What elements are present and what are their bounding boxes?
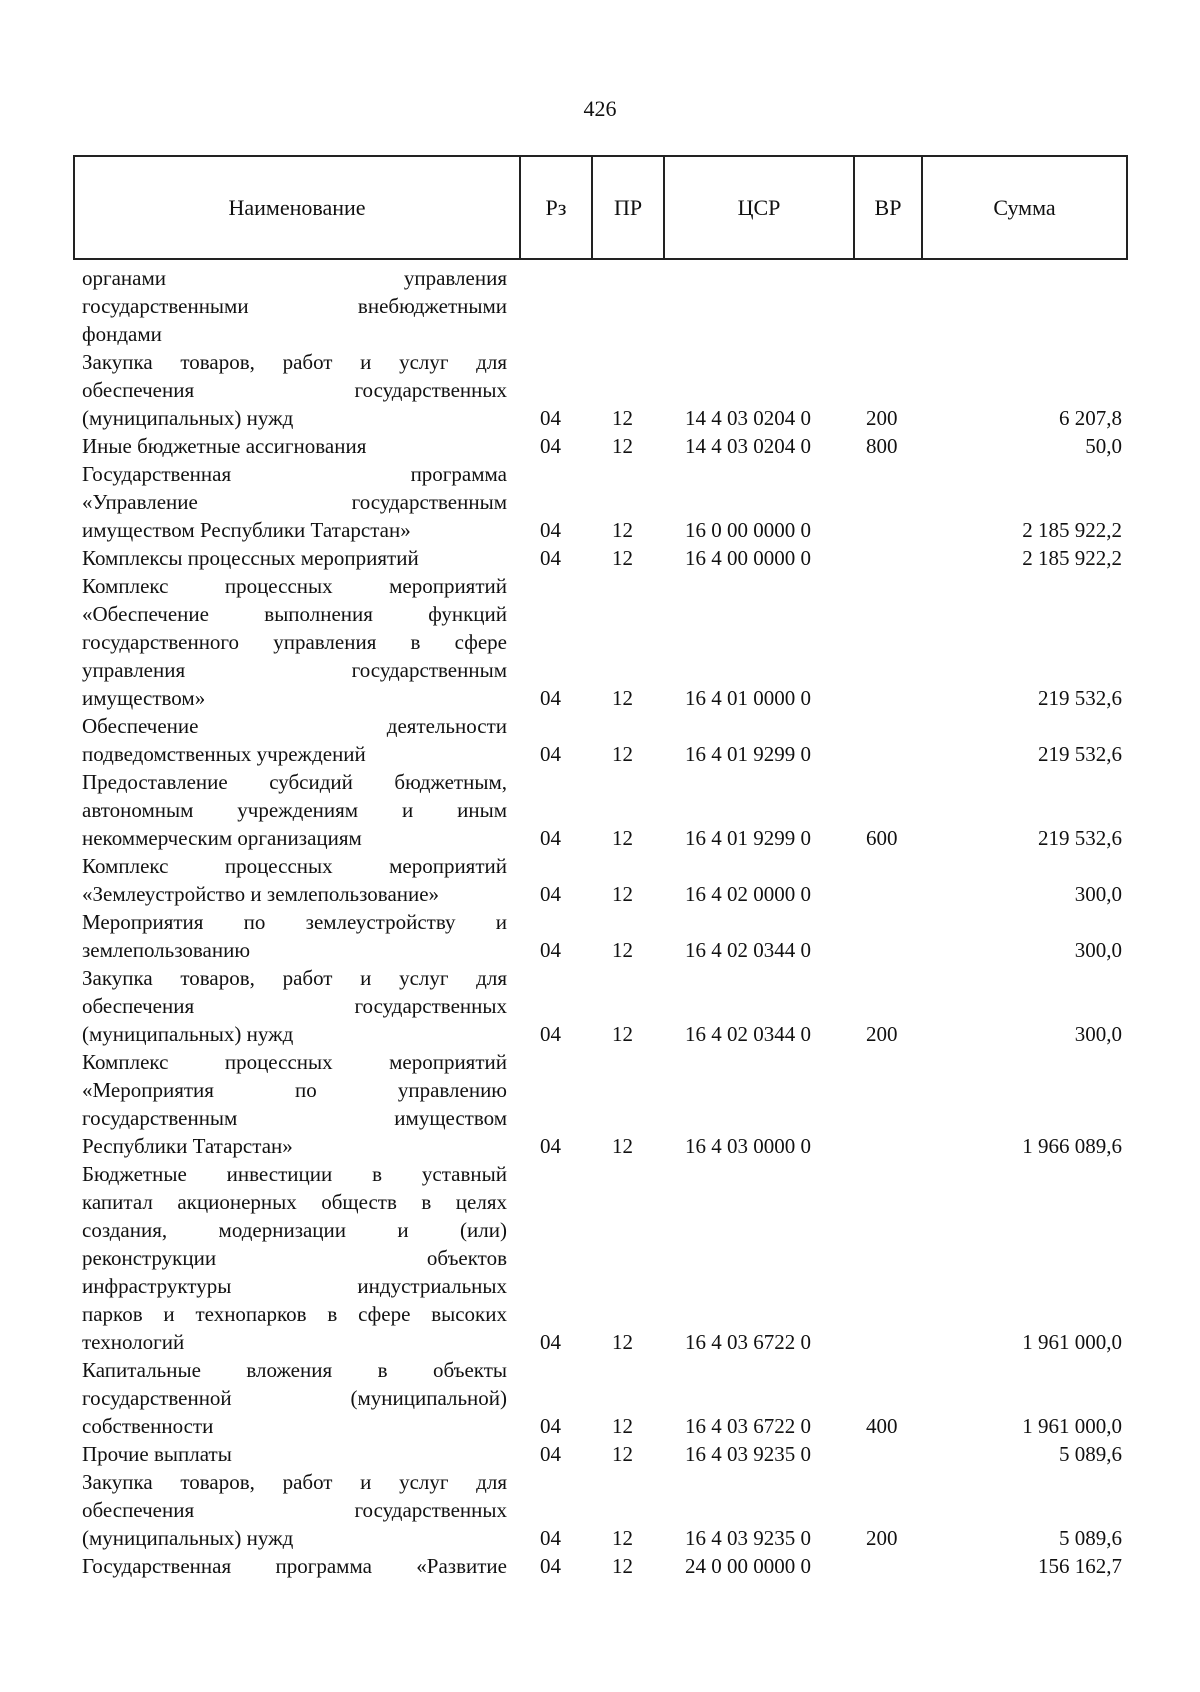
row-csr: 16 4 01 0000 0 bbox=[685, 686, 811, 710]
row-sum: 300,0 bbox=[1074, 1022, 1122, 1046]
row-csr: 16 4 01 9299 0 bbox=[685, 826, 811, 850]
row-name-line: технологий bbox=[82, 1330, 185, 1354]
row-name-line: (муниципальных) нужд bbox=[82, 1022, 294, 1046]
row-name bbox=[82, 1356, 507, 1440]
row-name-line: имуществом Республики Татарстан» bbox=[82, 518, 411, 542]
row-sum: 1 961 000,0 bbox=[1022, 1414, 1122, 1438]
row-name bbox=[82, 712, 507, 768]
row-name-line: государственного управления в сфере bbox=[82, 630, 507, 654]
row-sum: 300,0 bbox=[1074, 938, 1122, 962]
row-csr: 16 0 00 0000 0 bbox=[685, 518, 811, 542]
row-name bbox=[82, 264, 507, 348]
row-pr: 12 bbox=[612, 1526, 633, 1550]
row-sum: 2 185 922,2 bbox=[1022, 546, 1122, 570]
row-name-line: обеспечения государственных bbox=[82, 378, 507, 402]
table-header bbox=[73, 155, 1128, 260]
row-name-line: Капитальные вложения в объекты bbox=[82, 1358, 507, 1382]
row-name-line: имуществом» bbox=[82, 686, 206, 710]
header-sum: Сумма bbox=[993, 194, 1056, 220]
row-name-line: государственной (муниципальной) bbox=[82, 1386, 507, 1410]
row-csr: 16 4 02 0344 0 bbox=[685, 938, 811, 962]
row-name-line: государственными внебюджетными bbox=[82, 294, 507, 318]
row-name-line: Комплекс процессных мероприятий bbox=[82, 1050, 507, 1074]
row-pr: 12 bbox=[612, 1022, 633, 1046]
table-row bbox=[0, 908, 1200, 964]
row-name-line: Государственная программа «Развитие bbox=[82, 1554, 507, 1578]
row-name bbox=[82, 572, 507, 712]
row-name bbox=[82, 544, 507, 572]
row-vr: 600 bbox=[866, 826, 898, 850]
row-sum: 1 966 089,6 bbox=[1022, 1134, 1122, 1158]
header-rz: Рз bbox=[521, 157, 593, 258]
table-row bbox=[0, 264, 1200, 348]
row-sum: 219 532,6 bbox=[1038, 826, 1122, 850]
row-name-line: капитал акционерных обществ в целях bbox=[82, 1190, 507, 1214]
row-sum: 5 089,6 bbox=[1059, 1442, 1122, 1466]
row-rz: 04 bbox=[540, 686, 561, 710]
row-pr: 12 bbox=[612, 686, 633, 710]
row-sum: 2 185 922,2 bbox=[1022, 518, 1122, 542]
row-rz: 04 bbox=[540, 1442, 561, 1466]
row-sum: 219 532,6 bbox=[1038, 742, 1122, 766]
row-pr: 12 bbox=[612, 518, 633, 542]
row-name-line: парков и технопарков в сфере высоких bbox=[82, 1302, 507, 1326]
table-body bbox=[0, 264, 1200, 1580]
row-pr: 12 bbox=[612, 938, 633, 962]
row-vr: 200 bbox=[866, 1526, 898, 1550]
table-row bbox=[0, 544, 1200, 572]
row-sum: 6 207,8 bbox=[1059, 406, 1122, 430]
header-name: Наименование bbox=[75, 157, 521, 258]
row-name-line: «Обеспечение выполнения функций bbox=[82, 602, 507, 626]
table-row bbox=[0, 1048, 1200, 1160]
row-rz: 04 bbox=[540, 546, 561, 570]
row-csr: 14 4 03 0204 0 bbox=[685, 434, 811, 458]
row-name-line: подведомственных учреждений bbox=[82, 742, 366, 766]
row-name-line: Иные бюджетные ассигнования bbox=[82, 434, 367, 458]
row-csr: 16 4 00 0000 0 bbox=[685, 546, 811, 570]
row-sum: 5 089,6 bbox=[1059, 1526, 1122, 1550]
row-pr: 12 bbox=[612, 546, 633, 570]
row-name-line: обеспечения государственных bbox=[82, 994, 507, 1018]
row-rz: 04 bbox=[540, 1526, 561, 1550]
row-name bbox=[82, 1440, 507, 1468]
row-name bbox=[82, 348, 507, 432]
row-name-line: Государственная программа bbox=[82, 462, 507, 486]
row-name-line: Прочие выплаты bbox=[82, 1442, 232, 1466]
row-name-line: Закупка товаров, работ и услуг для bbox=[82, 350, 507, 374]
row-name-line: Комплексы процессных мероприятий bbox=[82, 546, 419, 570]
row-name bbox=[82, 964, 507, 1048]
row-rz: 04 bbox=[540, 1134, 561, 1158]
row-name-line: Закупка товаров, работ и услуг для bbox=[82, 966, 507, 990]
row-name-line: обеспечения государственных bbox=[82, 1498, 507, 1522]
row-vr: 200 bbox=[866, 406, 898, 430]
row-name-line: Обеспечение деятельности bbox=[82, 714, 507, 738]
row-name-line: реконструкции объектов bbox=[82, 1246, 507, 1270]
row-pr: 12 bbox=[612, 742, 633, 766]
row-name-line: некоммерческим организациям bbox=[82, 826, 362, 850]
table-row bbox=[0, 1468, 1200, 1552]
table-row bbox=[0, 348, 1200, 432]
row-pr: 12 bbox=[612, 434, 633, 458]
row-rz: 04 bbox=[540, 1414, 561, 1438]
row-sum: 50,0 bbox=[1085, 434, 1122, 458]
row-csr: 16 4 03 0000 0 bbox=[685, 1134, 811, 1158]
header-pr: ПР bbox=[593, 157, 665, 258]
row-rz: 04 bbox=[540, 742, 561, 766]
row-pr: 12 bbox=[612, 1414, 633, 1438]
row-name-line: фондами bbox=[82, 322, 162, 346]
row-sum: 156 162,7 bbox=[1038, 1554, 1122, 1578]
row-name-line: «Управление государственным bbox=[82, 490, 507, 514]
row-pr: 12 bbox=[612, 1330, 633, 1354]
row-vr: 800 bbox=[866, 434, 898, 458]
row-name bbox=[82, 432, 507, 460]
table-row bbox=[0, 768, 1200, 852]
row-pr: 12 bbox=[612, 1442, 633, 1466]
row-rz: 04 bbox=[540, 826, 561, 850]
row-name-line: автономным учреждениям и иным bbox=[82, 798, 507, 822]
header-csr: ЦСР bbox=[665, 157, 855, 258]
table-row bbox=[0, 432, 1200, 460]
row-pr: 12 bbox=[612, 1134, 633, 1158]
row-rz: 04 bbox=[540, 938, 561, 962]
row-name-line: «Землеустройство и землепользование» bbox=[82, 882, 440, 906]
row-vr: 400 bbox=[866, 1414, 898, 1438]
row-name-line: Закупка товаров, работ и услуг для bbox=[82, 1470, 507, 1494]
row-sum: 300,0 bbox=[1074, 882, 1122, 906]
row-name-line: Мероприятия по землеустройству и bbox=[82, 910, 507, 934]
row-csr: 16 4 03 9235 0 bbox=[685, 1442, 811, 1466]
row-name-line: создания, модернизации и (или) bbox=[82, 1218, 507, 1242]
row-name-line: инфраструктуры индустриальных bbox=[82, 1274, 507, 1298]
row-name bbox=[82, 1552, 507, 1580]
row-pr: 12 bbox=[612, 1554, 633, 1578]
row-csr: 16 4 02 0344 0 bbox=[685, 1022, 811, 1046]
row-csr: 16 4 02 0000 0 bbox=[685, 882, 811, 906]
row-name-line: Предоставление субсидий бюджетным, bbox=[82, 770, 507, 794]
row-name-line: Республики Татарстан» bbox=[82, 1134, 293, 1158]
row-name-line: «Мероприятия по управлению bbox=[82, 1078, 507, 1102]
table-row bbox=[0, 1356, 1200, 1440]
row-name bbox=[82, 1048, 507, 1160]
row-name bbox=[82, 908, 507, 964]
row-csr: 16 4 03 9235 0 bbox=[685, 1526, 811, 1550]
row-name-line: органами управления bbox=[82, 266, 507, 290]
row-name-line: Бюджетные инвестиции в уставный bbox=[82, 1162, 507, 1186]
table-row bbox=[0, 572, 1200, 712]
row-csr: 16 4 03 6722 0 bbox=[685, 1414, 811, 1438]
row-name-line: (муниципальных) нужд bbox=[82, 1526, 294, 1550]
table-row bbox=[0, 964, 1200, 1048]
row-csr: 24 0 00 0000 0 bbox=[685, 1554, 811, 1578]
row-pr: 12 bbox=[612, 882, 633, 906]
header-vr: ВР bbox=[855, 157, 923, 258]
row-name-line: Комплекс процессных мероприятий bbox=[82, 854, 507, 878]
row-name-line: собственности bbox=[82, 1414, 214, 1438]
row-name-line: государственным имуществом bbox=[82, 1106, 507, 1130]
row-rz: 04 bbox=[540, 882, 561, 906]
row-rz: 04 bbox=[540, 434, 561, 458]
row-rz: 04 bbox=[540, 1554, 561, 1578]
row-name-line: землепользованию bbox=[82, 938, 251, 962]
row-pr: 12 bbox=[612, 406, 633, 430]
row-rz: 04 bbox=[540, 1330, 561, 1354]
row-vr: 200 bbox=[866, 1022, 898, 1046]
row-rz: 04 bbox=[540, 518, 561, 542]
table-row bbox=[0, 712, 1200, 768]
page-number: 426 bbox=[583, 96, 617, 121]
row-sum: 219 532,6 bbox=[1038, 686, 1122, 710]
table-row bbox=[0, 1552, 1200, 1580]
table-row bbox=[0, 1440, 1200, 1468]
table-row bbox=[0, 460, 1200, 544]
row-name-line: (муниципальных) нужд bbox=[82, 406, 294, 430]
row-name bbox=[82, 460, 507, 544]
table-row bbox=[0, 1160, 1200, 1356]
row-name bbox=[82, 1160, 507, 1356]
row-csr: 16 4 01 9299 0 bbox=[685, 742, 811, 766]
table-row bbox=[0, 852, 1200, 908]
row-name bbox=[82, 768, 507, 852]
row-name bbox=[82, 1468, 507, 1552]
row-name-line: Комплекс процессных мероприятий bbox=[82, 574, 507, 598]
row-csr: 14 4 03 0204 0 bbox=[685, 406, 811, 430]
row-csr: 16 4 03 6722 0 bbox=[685, 1330, 811, 1354]
row-sum: 1 961 000,0 bbox=[1022, 1330, 1122, 1354]
row-rz: 04 bbox=[540, 406, 561, 430]
row-name bbox=[82, 852, 507, 908]
row-name-line: управления государственным bbox=[82, 658, 507, 682]
row-rz: 04 bbox=[540, 1022, 561, 1046]
row-pr: 12 bbox=[612, 826, 633, 850]
